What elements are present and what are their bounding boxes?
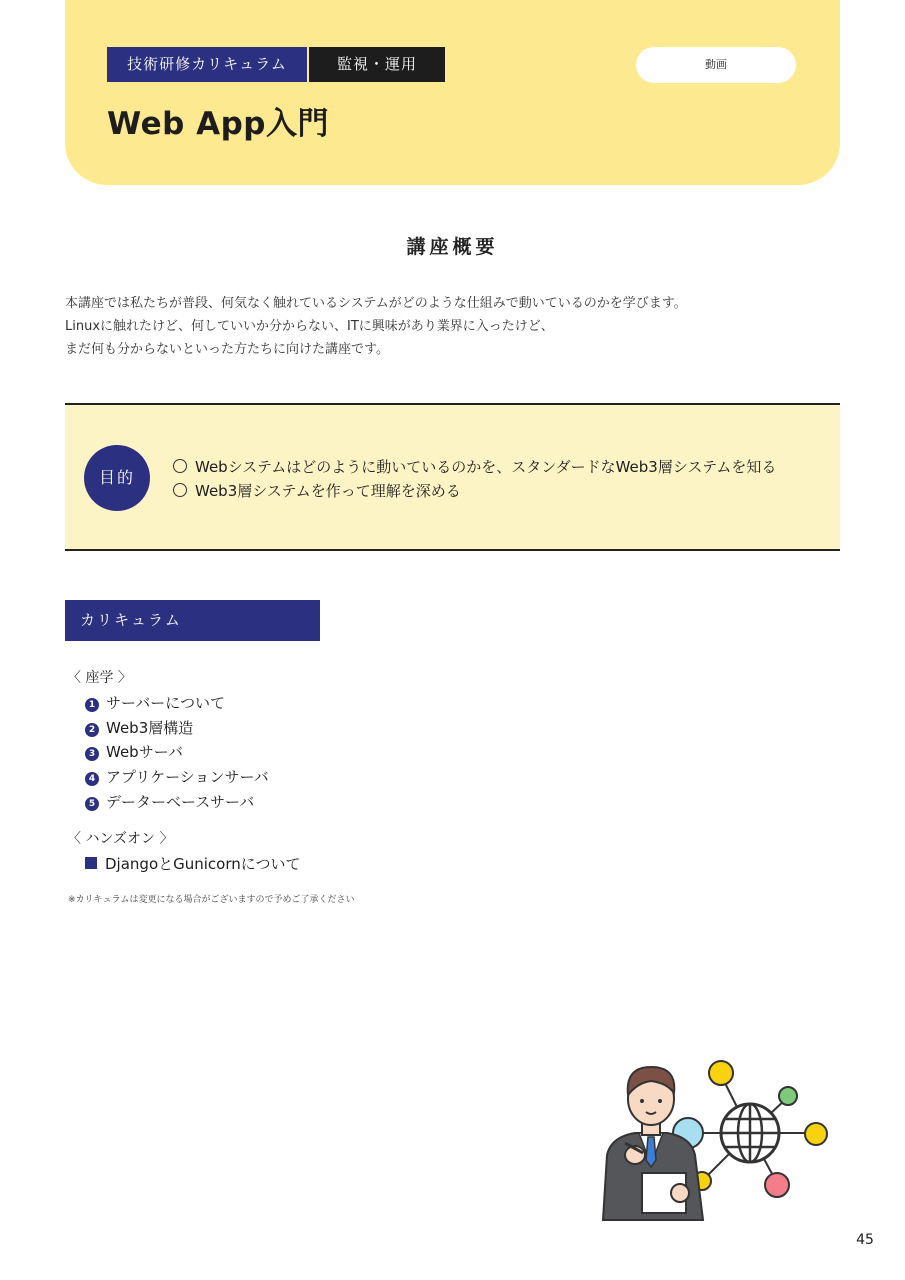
lecture-item <box>85 742 183 762</box>
category-tag: 技術研修カリキュラム <box>107 47 307 82</box>
lecture-item <box>85 718 193 738</box>
overview-heading: 講座概要 <box>406 236 499 258</box>
page-number: 45 <box>856 1232 874 1248</box>
handson-item-text: DjangoとGunicornについて <box>105 855 301 873</box>
curriculum-heading: カリキュラム <box>65 600 320 641</box>
lecture-item <box>85 792 254 812</box>
page-title: Web App入門 <box>107 106 329 142</box>
lecture-item <box>85 693 225 713</box>
purpose-item <box>173 479 776 503</box>
lecture-item-text: データーベースサーバ <box>106 793 255 811</box>
lecture-item-text: Web3層構造 <box>106 719 194 737</box>
lecture-item-text: アプリケーションサーバ <box>106 768 269 786</box>
number-badge-icon: 5 <box>85 797 99 811</box>
field-tag: 監視・運用 <box>309 47 445 82</box>
purpose-item <box>173 455 776 479</box>
overview-line: 本講座では私たちが普段、何気なく触れているシステムがどのような仕組みで動いているのかを学びます。 <box>65 296 687 311</box>
header-panel <box>65 0 840 185</box>
circle-bullet-icon <box>173 483 187 497</box>
businessman-network-illustration <box>595 1055 835 1225</box>
number-badge-icon: 3 <box>85 747 99 761</box>
purpose-list <box>173 455 776 503</box>
number-badge-icon: 2 <box>85 723 99 737</box>
lecture-item-text: Webサーバ <box>106 743 183 761</box>
curriculum-note: ※カリキュラムは変更になる場合がございますので予めご了承ください <box>68 895 355 905</box>
lecture-group-label: 〈 座学 〉 <box>67 670 132 686</box>
circle-bullet-icon <box>173 459 187 473</box>
overview-line: まだ何も分からないといった方たちに向けた講座です。 <box>65 342 389 357</box>
media-badge: 動画 <box>636 47 796 83</box>
number-badge-icon: 4 <box>85 772 99 786</box>
lecture-item-text: サーバーについて <box>106 694 225 712</box>
overview-text <box>65 292 845 361</box>
overview-line: Linuxに触れたけど、何していいか分からない、ITに興味があり業界に入ったけど、 <box>65 319 554 334</box>
handson-item <box>85 854 300 874</box>
number-badge-icon: 1 <box>85 698 99 712</box>
lecture-item <box>85 767 269 787</box>
purpose-item-text: Web3層システムを作って理解を深める <box>195 482 461 500</box>
purpose-item-text: Webシステムはどのように動いているのかを、スタンダードなWeb3層システムを知る <box>195 458 777 476</box>
handson-group-label: 〈 ハンズオン 〉 <box>67 831 174 847</box>
purpose-label: 目的 <box>84 445 150 511</box>
square-bullet-icon <box>85 857 97 869</box>
